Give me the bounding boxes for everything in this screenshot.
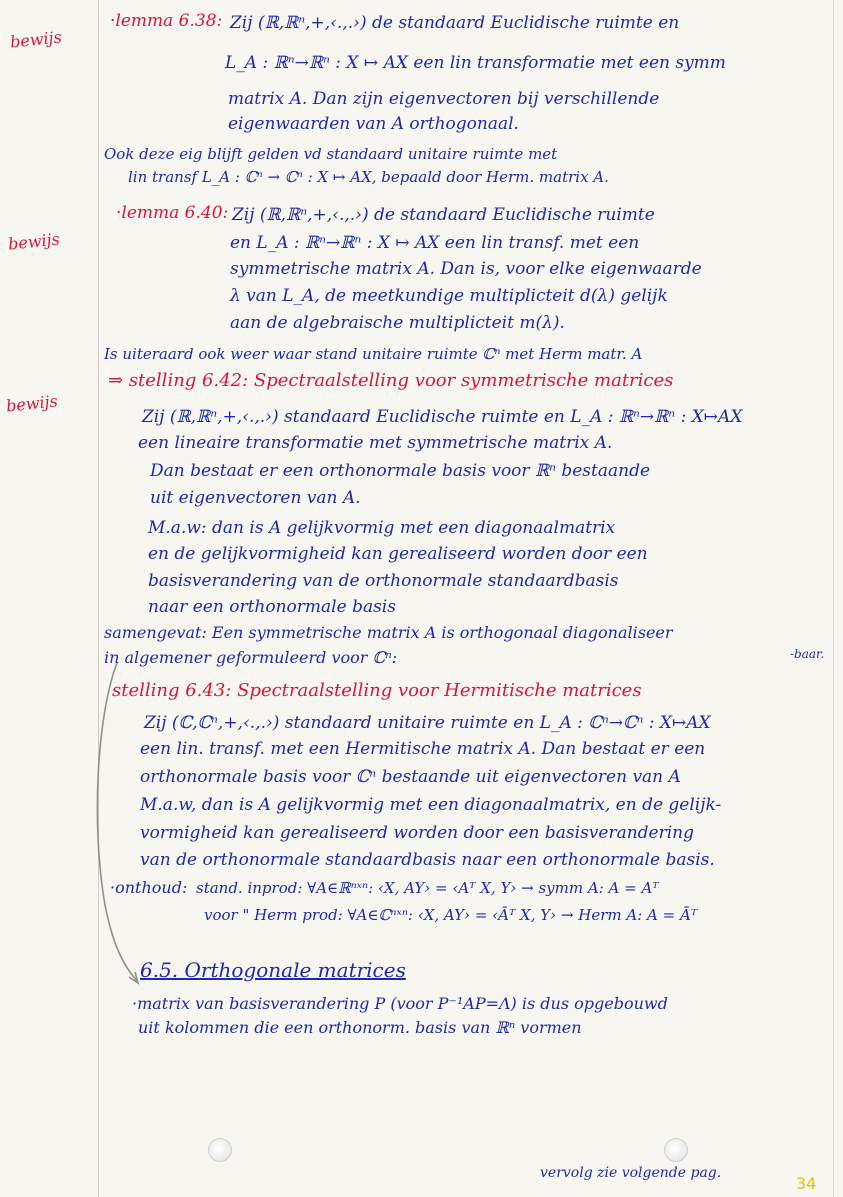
text-line: Zij (ℂ,ℂⁿ,+,‹.,.›) standaard unitaire ruimte en L_A : ℂⁿ→ℂⁿ : X↦AX [144, 713, 711, 733]
text-line: in algemener geformuleerd voor ℂⁿ: [104, 648, 398, 667]
text-line: en L_A : ℝⁿ→ℝⁿ : X ↦ AX een lin transf. met een [230, 233, 640, 253]
text-line: Zij (ℝ,ℝⁿ,+,‹.,.›) de standaard Euclidische ruimte en [230, 13, 680, 33]
text-line: Zij (ℝ,ℝⁿ,+,‹.,.›) standaard Euclidische ruimte en L_A : ℝⁿ→ℝⁿ : X↦AX [142, 407, 743, 427]
text-line: symmetrische matrix A. Dan is, voor elke eigenwaarde [230, 259, 702, 279]
text-line: vormigheid kan gerealiseerd worden door een basisverandering [140, 823, 695, 843]
text-line: basisverandering van de orthonormale standaardbasis [148, 571, 619, 591]
text-line: samengevat: Een symmetrische matrix A is orthogonaal diagonaliseer [104, 623, 673, 642]
text-line: een lineaire transformatie met symmetrische matrix A. [138, 433, 613, 453]
text-line: aan de algebraische multiplicteit m(λ). [230, 313, 565, 333]
text-line: eigenwaarden van A orthogonaal. [228, 114, 519, 134]
text-line: lin transf L_A : ℂⁿ → ℂⁿ : X ↦ AX, bepaald door Herm. matrix A. [128, 168, 609, 186]
text-line: orthonormale basis voor ℂⁿ bestaande uit eigenvectoren van A [140, 767, 681, 787]
text-line: van de orthonormale standaardbasis naar een orthonormale basis. [140, 850, 715, 870]
margin-note-bewijs: bewijs [7, 229, 61, 254]
text-line: ·matrix van basisverandering P (voor P⁻¹AP=Λ) is dus opgebouwd [132, 994, 668, 1013]
curved-arrow-icon [95, 655, 155, 995]
binder-hole [664, 1138, 688, 1162]
text-line: naar een orthonormale basis [148, 597, 396, 617]
text-line: Ook deze eig blijft gelden vd standaard unitaire ruimte met [104, 145, 558, 163]
text-line: Zij (ℝ,ℝⁿ,+,‹.,.›) de standaard Euclidische ruimte [232, 205, 655, 225]
page-number: 34 [796, 1174, 817, 1193]
text-line: stand. inprod: ∀A∈ℝⁿˣⁿ: ‹X, AY› = ‹Aᵀ X, Y› → symm A: A = Aᵀ [196, 879, 659, 897]
note-unitary-symmetric: Is uiteraard ook weer waar stand unitaire ruimte ℂⁿ met Herm matr. A [104, 345, 643, 363]
margin-line [98, 0, 99, 1197]
text-line: M.a.w, dan is A gelijkvormig met een diagonaalmatrix, en de gelijk- [140, 795, 722, 815]
binder-hole [208, 1138, 232, 1162]
lemma-label: ·lemma 6.40: [116, 203, 229, 223]
text-line: matrix A. Dan zijn eigenvectoren bij verschillende [228, 89, 660, 109]
section-title: 6.5. Orthogonale matrices [140, 958, 406, 982]
page-edge [833, 0, 834, 1197]
onthoud-label: ·onthoud: [110, 878, 188, 897]
text-line: uit eigenvectoren van A. [150, 488, 361, 508]
text-line: en de gelijkvormigheid kan gerealiseerd worden door een [148, 544, 648, 564]
text-line: M.a.w: dan is A gelijkvormig met een diagonaalmatrix [148, 518, 616, 538]
text-line: -baar. [790, 647, 825, 661]
text-line: een lin. transf. met een Hermitische matrix A. Dan bestaat er een [140, 739, 706, 759]
text-line: L_A : ℝⁿ→ℝⁿ : X ↦ AX een lin transformatie met een symm [225, 53, 726, 73]
continue-note: vervolg zie volgende pag. [540, 1165, 722, 1181]
text-line: uit kolommen die een orthonorm. basis van ℝⁿ vormen [138, 1018, 582, 1037]
text-line: λ van L_A, de meetkundige multiplicteit d(λ) gelijk [230, 286, 668, 306]
theorem-title: ⇒ stelling 6.42: Spectraalstelling voor symmetrische matrices [108, 370, 674, 391]
text-line: voor " Herm prod: ∀A∈ℂⁿˣⁿ: ‹X, AY› = ‹Āᵀ X, Y› → Herm A: A = Āᵀ [204, 906, 698, 924]
margin-note-bewijs: bewijs [5, 391, 59, 416]
text-line: Dan bestaat er een orthonormale basis voor ℝⁿ bestaande [150, 461, 651, 481]
lemma-label: ·lemma 6.38: [110, 11, 223, 31]
theorem-title: stelling 6.43: Spectraalstelling voor Hermitische matrices [112, 680, 642, 701]
margin-note-bewijs: bewijs [9, 27, 63, 52]
